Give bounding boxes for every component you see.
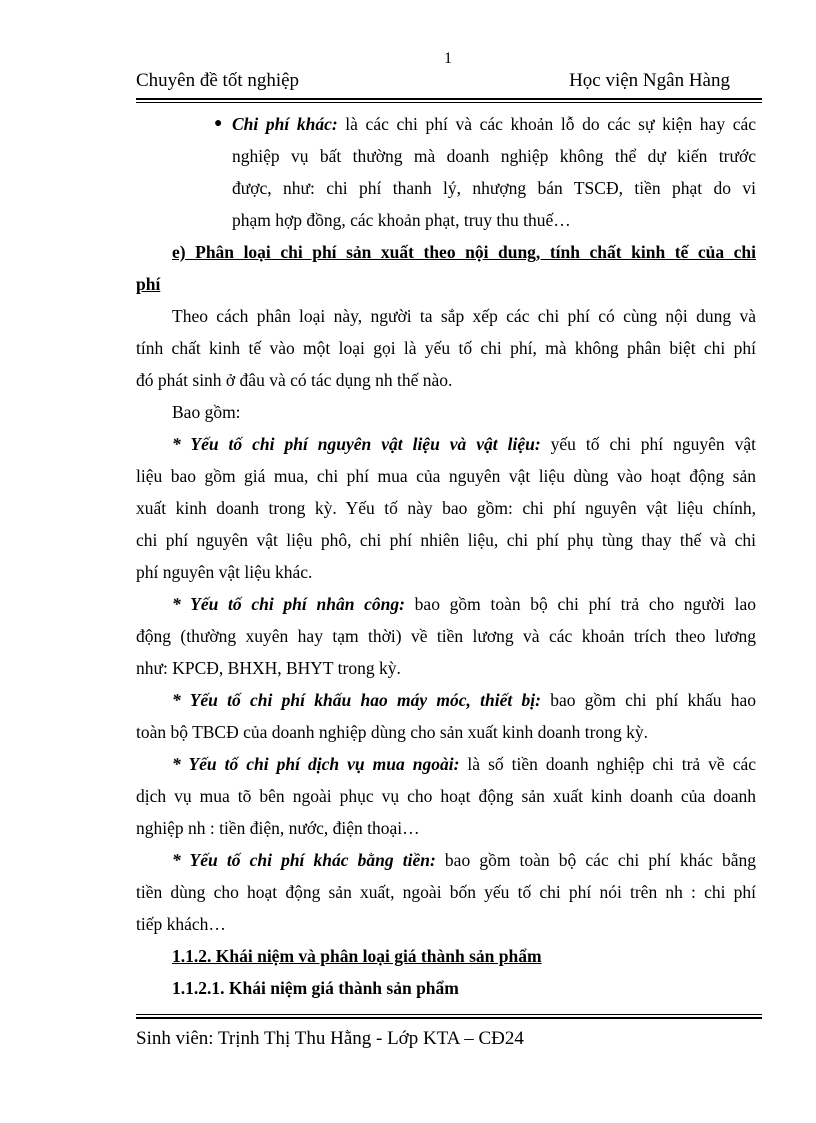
paragraph-line: tính chất kinh tế vào một loại gọi là yếu tố chi phí, mà không phân biệt chi phí [136,338,756,358]
footer-rule-thick [136,1017,762,1019]
page-footer: Sinh viên: Trịnh Thị Thu Hằng - Lớp KTA – CĐ24 [136,1028,524,1049]
item-line [136,428,756,460]
item-line: liệu bao gồm giá mua, chi phí mua của nguyên vật liệu dùng vào hoạt động sản [136,466,756,486]
item-line: nghiệp nh : tiền điện, nước, điện thoại… [136,818,420,838]
item-line: toàn bộ TBCĐ của doanh nghiệp dùng cho sản xuất kinh doanh trong kỳ. [136,722,648,742]
bao-gom-label: Bao gồm: [172,402,241,422]
item-term: * Yếu tố chi phí nguyên vật liệu và vật liệu: [172,434,541,454]
item-line: tiếp khách… [136,914,226,934]
item-line: dịch vụ mua tõ bên ngoài phục vụ cho hoạt động sản xuất kinh doanh của doanh [136,786,756,806]
bullet-line: được, như: chi phí thanh lý, nhượng bán TSCĐ, tiền phạt do vi [232,178,756,198]
item-text: bao gồm toàn bộ chi phí trả cho người lao [404,594,756,614]
item-text: yếu tố chi phí nguyên vật [540,434,756,454]
item-text: bao gồm chi phí khấu hao [540,690,756,710]
bullet-line: nghiệp vụ bất thường mà doanh nghiệp không thể dự kiến trước [232,146,756,166]
item-text: là số tiền doanh nghiệp chi trả về các [459,754,756,774]
item-term: * Yếu tố chi phí dịch vụ mua ngoài: [172,754,460,774]
item-line: xuất kinh doanh trong kỳ. Yếu tố này bao gồm: chi phí nguyên vật liệu chính, [136,498,756,518]
footer-rule-thin [136,1014,762,1015]
paragraph-line: đó phát sinh ở đâu và có tác dụng nh thế nào. [136,370,453,390]
item-term: * Yếu tố chi phí khác bằng tiền: [172,850,436,870]
bullet-term: Chi phí khác: [232,114,338,134]
header-left: Chuyên đề tốt nghiệp [136,70,300,91]
item-text: bao gồm toàn bộ các chi phí khác bằng [435,850,756,870]
heading-1-1-2-1: 1.1.2.1. Khái niệm giá thành sản phẩm [172,978,459,998]
page-number: 1 [444,50,452,67]
heading-1-1-2: 1.1.2. Khái niệm và phân loại giá thành sản phẩm [172,946,542,966]
page-header [136,70,732,94]
section-heading: e) Phân loại chi phí sản xuất theo nội dung, tính chất kinh tế của chi [172,242,756,262]
header-right: Học viện Ngân Hàng [569,70,730,91]
item-line: phí nguyên vật liệu khác. [136,562,313,582]
item-line [136,844,756,876]
bullet-text: là các chi phí và các khoản lỗ do các sự kiện hay các [337,114,756,134]
item-term: * Yếu tố chi phí nhân công: [172,594,405,614]
section-heading-cont: phí [136,274,161,294]
item-line [136,684,756,716]
bullet-line: phạm hợp đồng, các khoản phạt, truy thu thuế… [232,210,571,230]
item-line [136,748,756,780]
header-rule-thin [136,102,762,103]
item-line: động (thường xuyên hay tạm thời) về tiền lương và các khoản trích theo lương [136,626,756,646]
bullet-icon: ● [214,116,223,131]
item-line: tiền dùng cho hoạt động sản xuất, ngoài bốn yếu tố chi phí nói trên nh : chi phí [136,882,756,902]
bullet-line [136,108,756,140]
document-body [136,108,756,1004]
item-line [136,588,756,620]
header-rule-thick [136,98,762,100]
item-line: như: KPCĐ, BHXH, BHYT trong kỳ. [136,658,401,678]
item-term: * Yếu tố chi phí khấu hao máy móc, thiết bị: [172,690,541,710]
paragraph-line: Theo cách phân loại này, người ta sắp xếp các chi phí có cùng nội dung và [172,306,756,326]
item-line: chi phí nguyên vật liệu phô, chi phí nhiên liệu, chi phí phụ tùng thay thế và chi [136,530,756,550]
